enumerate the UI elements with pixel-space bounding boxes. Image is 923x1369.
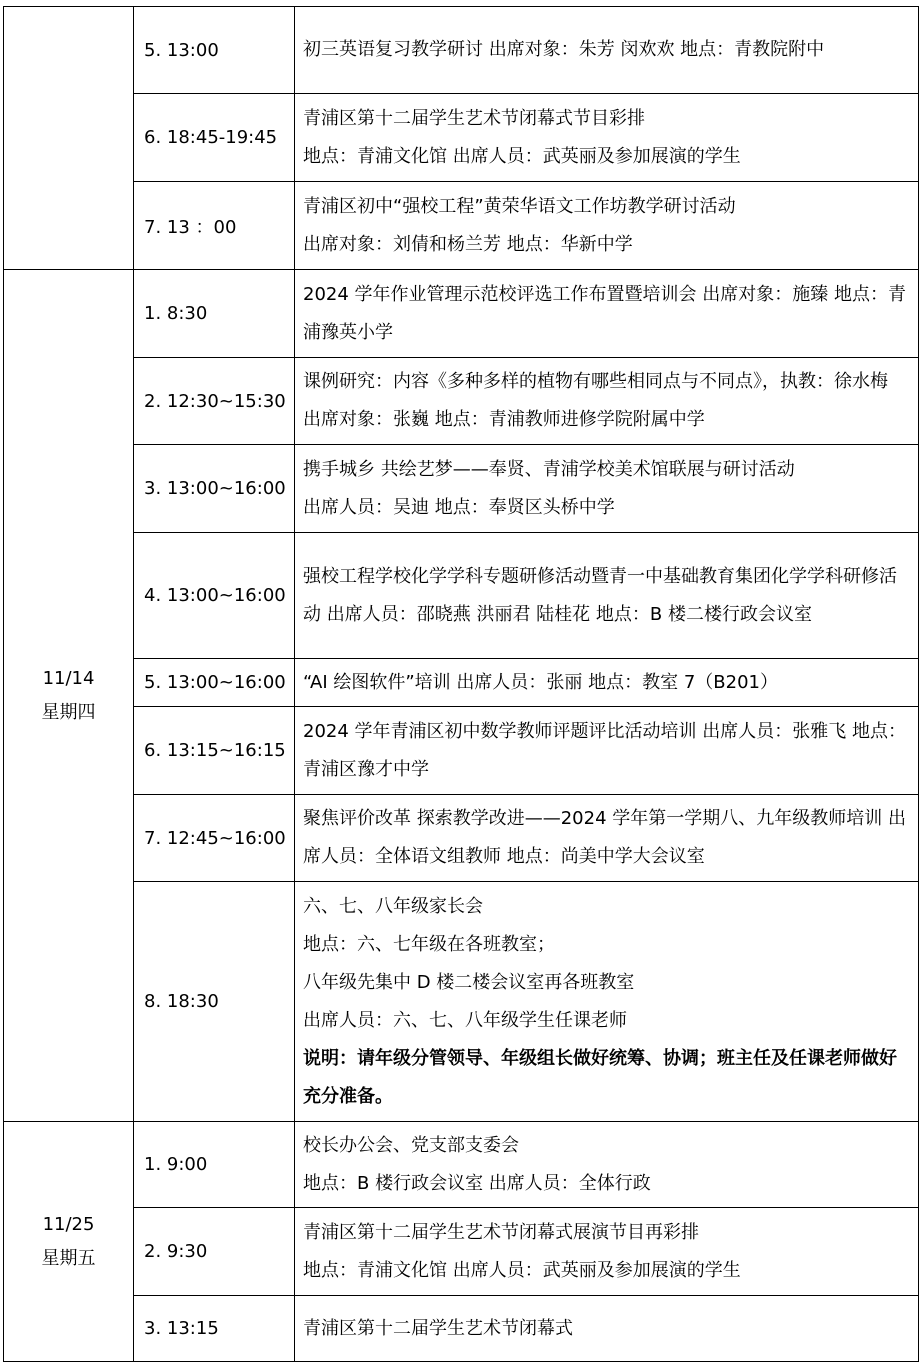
- table-row: [4, 795, 919, 882]
- time-cell: 5. 13:00~16:00: [134, 659, 295, 707]
- table-row: [4, 358, 919, 445]
- time-cell: 4. 13:00~16:00: [134, 533, 295, 659]
- time-cell: 8. 18:30: [134, 882, 295, 1122]
- description-line: 出席人员：吴迪 地点：奉贤区头桥中学: [303, 496, 615, 518]
- table-row: [4, 707, 919, 795]
- description-cell: [295, 1122, 919, 1208]
- table-row: [4, 270, 919, 358]
- description-line: 青浦区第十二届学生艺术节闭幕式展演节目再彩排: [303, 1221, 699, 1243]
- table-row: [4, 7, 919, 94]
- description-line: 青浦区第十二届学生艺术节闭幕式节目彩排: [303, 107, 645, 129]
- time-cell: 7. 12:45~16:00: [134, 795, 295, 882]
- description-line: 地点：青浦文化馆 出席人员：武英丽及参加展演的学生: [303, 145, 741, 167]
- description-line: 地点：B 楼行政会议室 出席人员：全体行政: [303, 1172, 651, 1194]
- day-cell: [4, 1122, 134, 1362]
- description-line: 出席对象：刘倩和杨兰芳 地点：华新中学: [303, 233, 633, 255]
- description-cell: [295, 445, 919, 533]
- description-cell: [295, 358, 919, 445]
- table-row: [4, 882, 919, 1122]
- table-row: [4, 533, 919, 659]
- time-cell: 5. 13:00: [134, 7, 295, 94]
- date-label: 11/14: [42, 667, 95, 689]
- description-cell: [295, 795, 919, 882]
- description-line: 2024 学年青浦区初中数学教师评题评比活动培训 出席人员：张雅飞 地点：青浦区豫才中学: [303, 720, 906, 780]
- description-line: 地点：青浦文化馆 出席人员：武英丽及参加展演的学生: [303, 1259, 741, 1281]
- description-cell: [295, 659, 919, 707]
- weekday-label: 星期五: [41, 1247, 96, 1269]
- time-cell: 7. 13 ：00: [134, 182, 295, 270]
- description-line: 八年级先集中 D 楼二楼会议室再各班教室: [303, 971, 635, 993]
- time-cell: 1. 9:00: [134, 1122, 295, 1208]
- description-cell: [295, 7, 919, 94]
- table-row: [4, 1122, 919, 1208]
- description-line: “AI 绘图软件”培训 出席人员：张丽 地点：教室 7（B201）: [303, 671, 778, 693]
- description-cell: [295, 1296, 919, 1362]
- table-row: [4, 659, 919, 707]
- day-cell: [4, 270, 134, 1122]
- description-line: 初三英语复习教学研讨 出席对象：朱芳 闵欢欢 地点：青教院附中: [303, 39, 825, 60]
- description-cell: [295, 533, 919, 659]
- description-cell: [295, 707, 919, 795]
- description-line: 校长办公会、党支部支委会: [303, 1134, 519, 1156]
- description-line: 地点：六、七年级在各班教室；: [303, 933, 555, 955]
- time-cell: 6. 13:15~16:15: [134, 707, 295, 795]
- description-line: 六、七、八年级家长会: [303, 895, 483, 917]
- description-line: 课例研究：内容《多种多样的植物有哪些相同点与不同点》，执教：徐水梅 出席对象：张巍 地点：青浦教师进修学院附属中学: [303, 371, 888, 430]
- time-cell: 6. 18:45-19:45: [134, 94, 295, 182]
- weekday-label: 星期四: [41, 701, 96, 723]
- description-line: 2024 学年作业管理示范校评选工作布置暨培训会 出席对象：施臻 地点：青浦豫英小学: [303, 283, 906, 343]
- description-line: 青浦区第十二届学生艺术节闭幕式: [303, 1317, 573, 1339]
- day-cell: [4, 7, 134, 270]
- date-label: 11/25: [42, 1213, 95, 1235]
- time-cell: 2. 9:30: [134, 1208, 295, 1296]
- description-cell: [295, 182, 919, 270]
- description-line: 强校工程学校化学学科专题研修活动暨青一中基础教育集团化学学科研修活动 出席人员：邵晓燕 洪丽君 陆桂花 地点：B 楼二楼行政会议室: [303, 565, 897, 625]
- table-row: [4, 182, 919, 270]
- description-line: 携手城乡 共绘艺梦——奉贤、青浦学校美术馆联展与研讨活动: [303, 458, 795, 480]
- description-cell: [295, 882, 919, 1122]
- description-cell: [295, 94, 919, 182]
- schedule-table: [3, 6, 919, 1362]
- note-text: 说明：请年级分管领导、年级组长做好统筹、协调；班主任及任课老师做好充分准备。: [303, 1047, 897, 1107]
- time-cell: 2. 12:30~15:30: [134, 358, 295, 445]
- description-line: 出席人员：六、七、八年级学生任课老师: [303, 1009, 627, 1031]
- time-cell: 1. 8:30: [134, 270, 295, 358]
- description-line: 青浦区初中“强校工程”黄荣华语文工作坊教学研讨活动: [303, 195, 736, 217]
- time-cell: 3. 13:15: [134, 1296, 295, 1362]
- table-row: [4, 445, 919, 533]
- table-row: [4, 1208, 919, 1296]
- table-row: [4, 94, 919, 182]
- time-cell: 3. 13:00~16:00: [134, 445, 295, 533]
- description-cell: [295, 270, 919, 358]
- description-cell: [295, 1208, 919, 1296]
- table-row: [4, 1296, 919, 1362]
- description-line: 聚焦评价改革 探索教学改进——2024 学年第一学期八、九年级教师培训 出席人员：全体语文组教师 地点：尚美中学大会议室: [303, 808, 906, 867]
